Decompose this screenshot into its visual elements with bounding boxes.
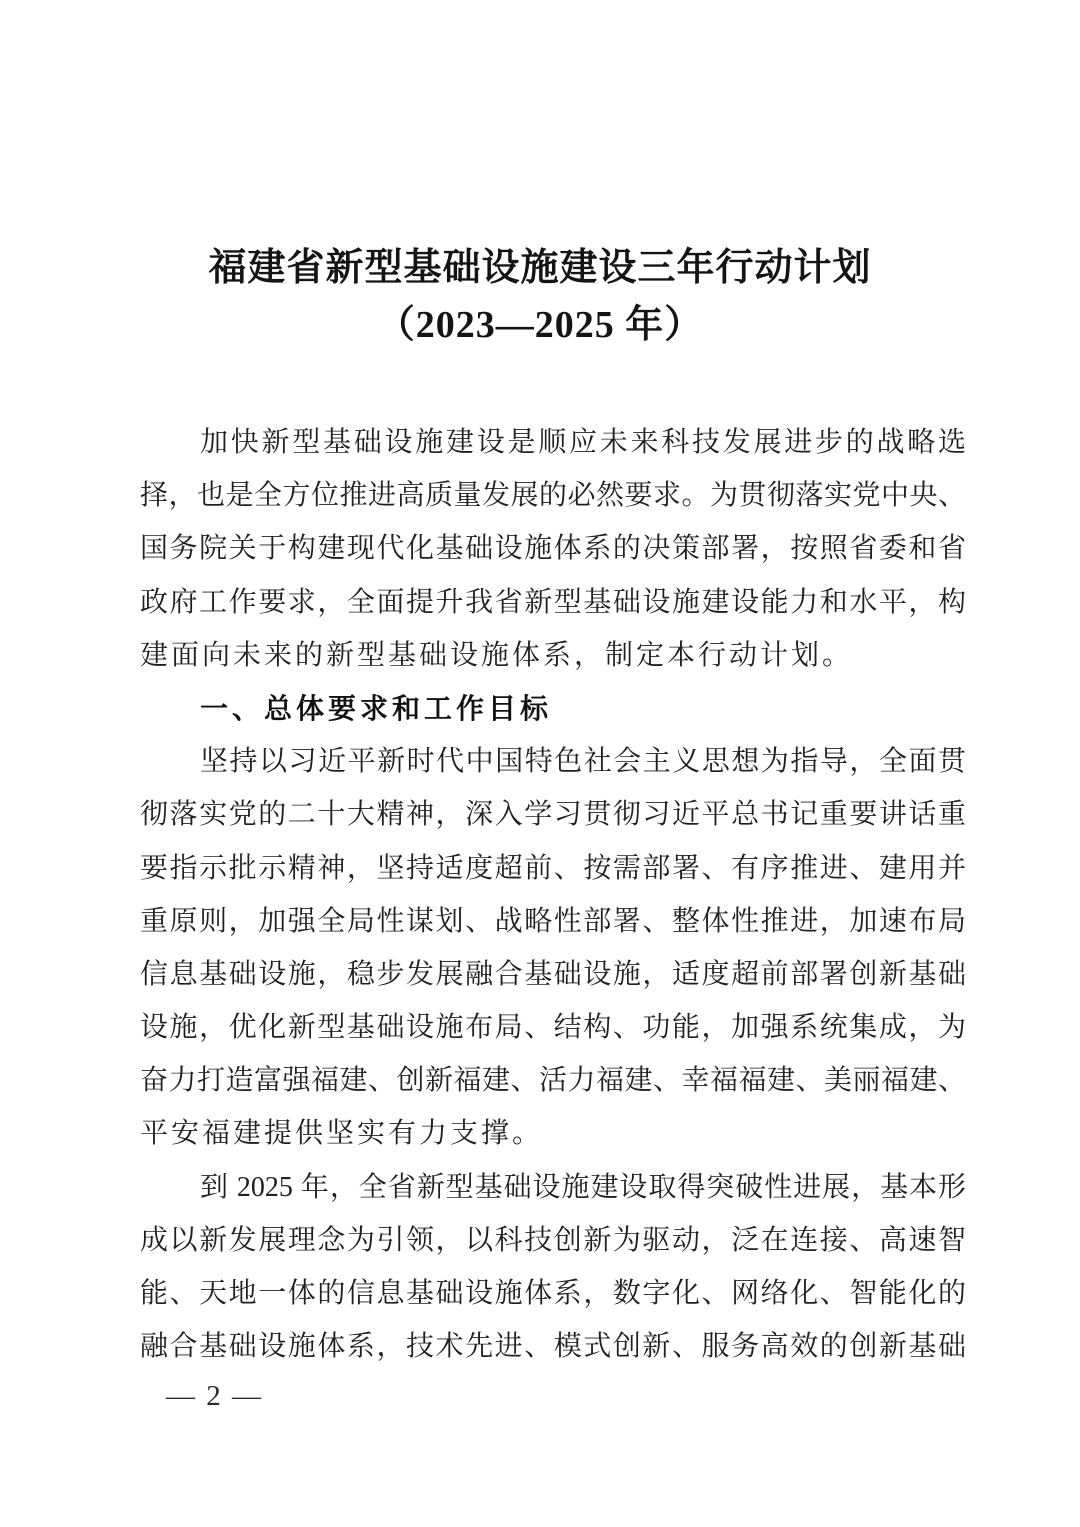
body-line: 到 2025 年，全省新型基础设施建设取得突破性进展，基本形	[200, 1171, 966, 1203]
body-line: 平安福建提供坚实有力支撑。	[140, 1118, 544, 1150]
page-number: — 2 —	[166, 1380, 263, 1412]
document-title: 福建省新型基础设施建设三年行动计划	[208, 247, 872, 289]
body-line: 择，也是全方位推进高质量发展的必然要求。为贯彻落实党中央、	[140, 480, 966, 512]
body-line: 融合基础设施体系，技术先进、模式创新、服务高效的创新基础	[140, 1331, 966, 1363]
document-body	[140, 416, 966, 1373]
body-line: 国务院关于构建现代化基础设施体系的决策部署，按照省委和省	[140, 533, 966, 565]
body-line: 政府工作要求，全面提升我省新型基础设施建设能力和水平，构	[140, 586, 966, 618]
body-line: 信息基础设施，稳步发展融合基础设施，适度超前部署创新基础	[140, 958, 966, 990]
body-line: 奋力打造富强福建、创新福建、活力福建、幸福福建、美丽福建、	[140, 1065, 966, 1097]
body-line: 坚持以习近平新时代中国特色社会主义思想为指导，全面贯	[200, 746, 966, 778]
body-line: 要指示批示精神，坚持适度超前、按需部署、有序推进、建用并	[140, 852, 966, 884]
section-heading: 一、总体要求和工作目标	[200, 692, 553, 724]
body-line: 能、天地一体的信息基础设施体系，数字化、网络化、智能化的	[140, 1278, 966, 1309]
body-line: 重原则，加强全局性谋划、战略性部署、整体性推进，加速布局	[140, 905, 966, 937]
body-line: 彻落实党的二十大精神，深入学习贯彻习近平总书记重要讲话重	[140, 799, 966, 831]
body-line: 设施，优化新型基础设施布局、结构、功能，加强系统集成，为	[140, 1012, 966, 1044]
document-title-years: （2023—2025 年）	[376, 304, 704, 346]
body-line: 加快新型基础设施建设是顺应未来科技发展进步的战略选	[200, 427, 966, 458]
body-line: 建面向未来的新型基础设施体系，制定本行动计划。	[140, 639, 854, 671]
body-line: 成以新发展理念为引领，以科技创新为驱动，泛在连接、高速智	[140, 1224, 966, 1256]
document-title-block	[0, 240, 1080, 354]
